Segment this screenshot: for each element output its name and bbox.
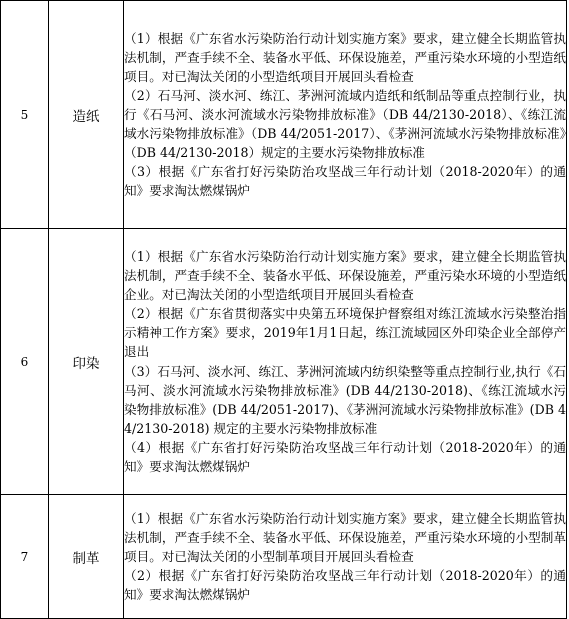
- requirement-item: （1）根据《广东省水污染防治行动计划实施方案》要求，建立健全长期监管执法机制，严查手续不全、装备水平低、环保设施差，严重污染水环境的小型造纸企业。对已淘汰关闭的小型造纸项目开展回头看检查: [124, 248, 566, 303]
- requirement-item: （2）根据《广东省打好污染防治攻坚战三年行动计划（2018-2020年）的通知》要求淘汰燃煤锅炉: [124, 568, 566, 603]
- row-number: 6: [1, 229, 49, 495]
- industry-name: 制革: [49, 495, 124, 619]
- requirement-item: （4）根据《广东省打好污染防治攻坚战三年行动计划（2018-2020年）的通知》要求淘汰燃煤锅炉: [124, 439, 566, 474]
- industry-name: 造纸: [49, 1, 124, 229]
- requirement-item: （3）根据《广东省打好污染防治攻坚战三年行动计划（2018-2020年）的通知》要求淘汰燃煤锅炉: [124, 164, 566, 199]
- requirements-cell: [124, 229, 567, 495]
- row-number: 7: [1, 495, 49, 619]
- requirements-cell: [124, 495, 567, 619]
- table-row: [1, 495, 567, 619]
- requirement-item: （1）根据《广东省水污染防治行动计划实施方案》要求，建立健全长期监管执法机制，严查手续不全、装备水平低、环保设施差，严重污染水环境的小型造纸项目。对已淘汰关闭的小型造纸项目开展回头看检查: [124, 30, 566, 84]
- requirements-cell: [124, 1, 567, 229]
- requirement-item: （2）根据《广东省贯彻落实中央第五环境保护督察组对练江流域水污染整治指示精神工作方案》要求，2019年1月1日起，练江流域园区外印染企业全部停产退出: [124, 306, 566, 360]
- table-row: [1, 1, 567, 229]
- row-number: 5: [1, 1, 49, 229]
- requirement-item: （1）根据《广东省水污染防治行动计划实施方案》要求，建立健全长期监管执法机制，严查手续不全、装备水平低、环保设施差，严重污染水环境的小型制革项目。对已淘汰关闭的小型制革项目开展回头看检查: [124, 510, 566, 564]
- industry-name: 印染: [49, 229, 124, 495]
- requirement-item: （2）石马河、淡水河、练江、茅洲河流域内造纸和纸制品等重点控制行业，执行《石马河、淡水河流域水污染物排放标准》（DB 44/2130-2018）、《练江流域水污染物排放标准》（DB 44/2051-2017）、《茅洲河流域水污染物排放标准》（DB 44/2130-2018）规定的主要水污染物排放标准: [124, 87, 566, 161]
- table-row: [1, 229, 567, 495]
- requirement-item: （3）石马河、淡水河、练江、茅洲河流域内纺织染整等重点控制行业,执行《石马河、淡水河流域水污染物排放标准》(DB 44/2130-2018)、《练江流域水污染物排放标准》(DB 44/2051-2017)、《茅洲河流域水污染物排放标准》(DB 44/2130-2018) 规定的主要水污染物排放标准: [124, 363, 566, 436]
